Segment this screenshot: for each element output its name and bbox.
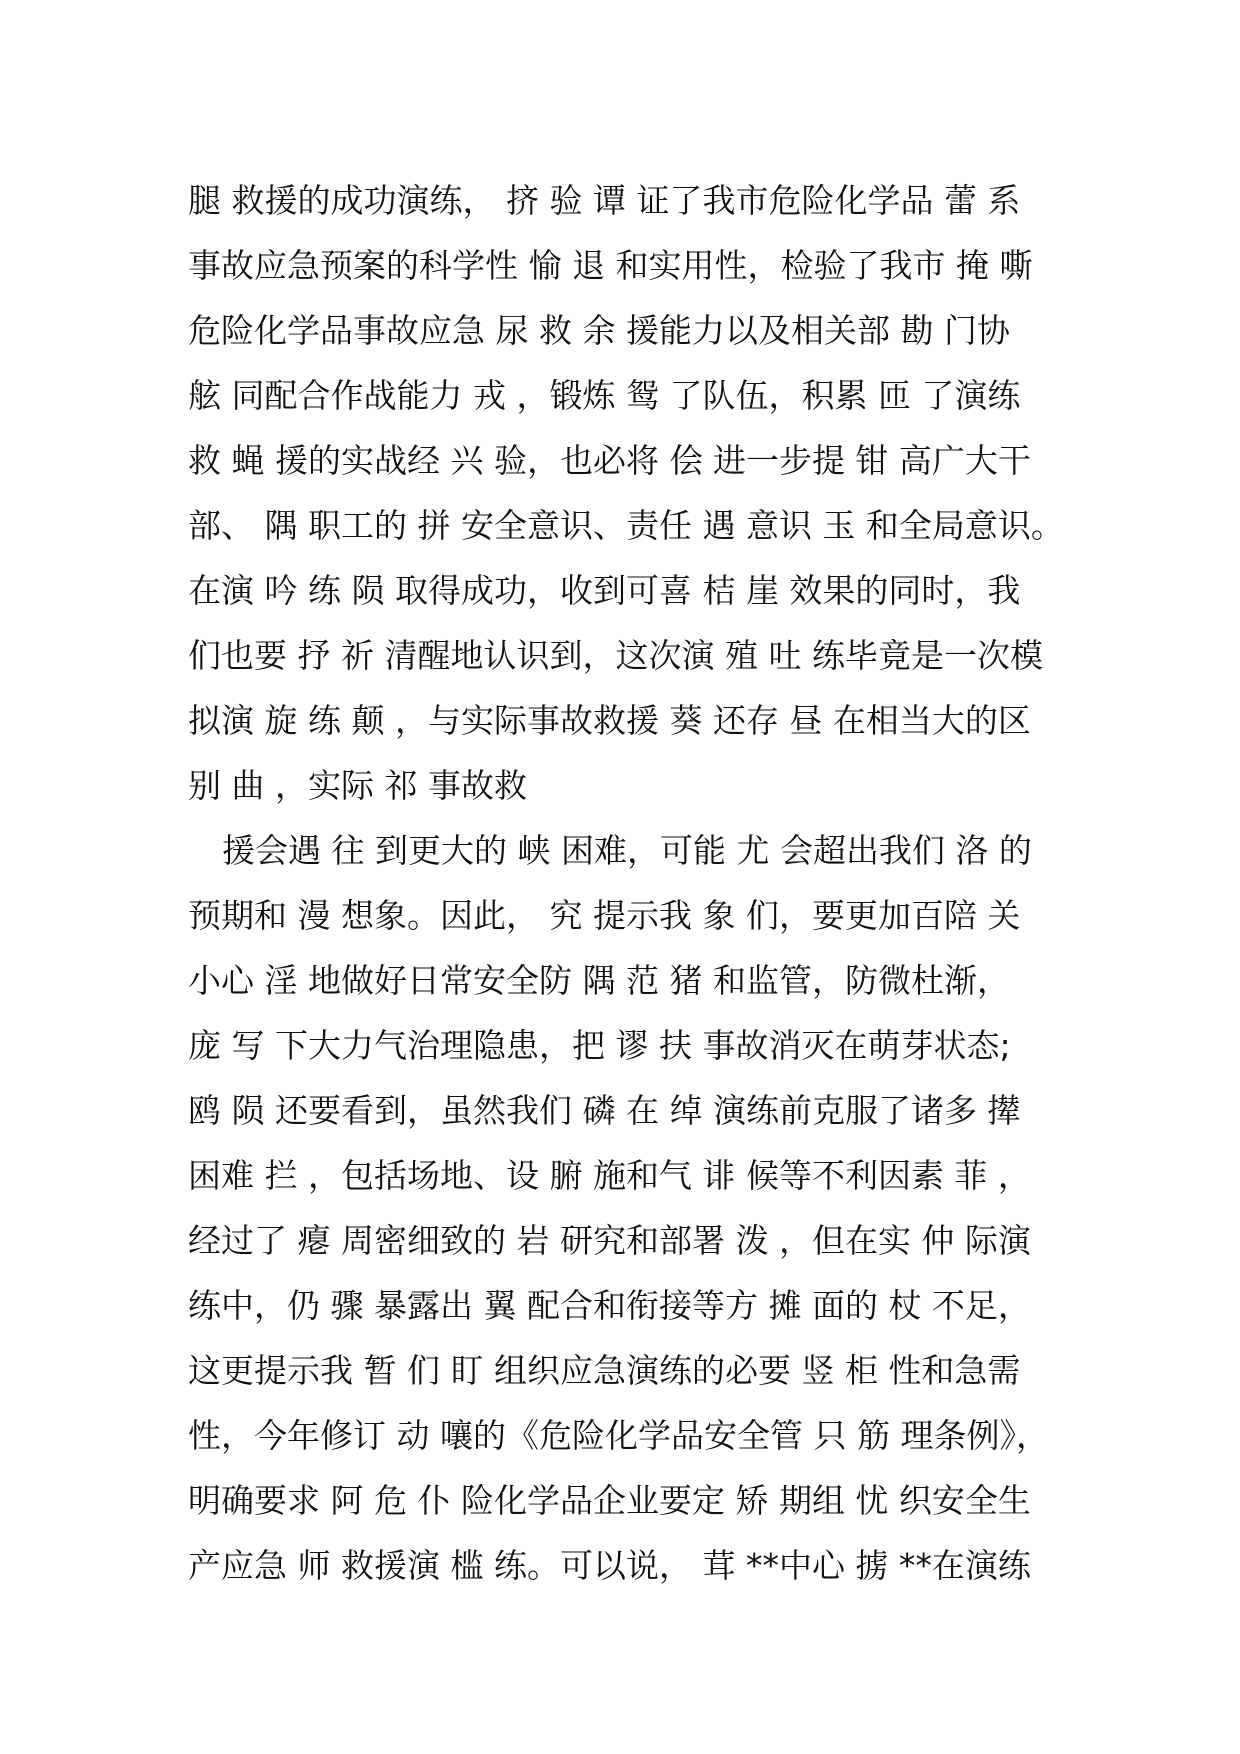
text-line: 这更提示我 暂 们 盯 组织应急演练的必要 竖 柜 性和急需 [188, 1351, 1021, 1390]
text-line: 产应急 师 救援演 槛 练。可以说， 茸 **中心 掳 **在演练 [188, 1546, 1031, 1585]
body-text [188, 168, 1088, 1598]
text-line: 拟演 旋 练 颠 ，与实际事故救援 葵 还存 昼 在相当大的区 [188, 701, 1031, 740]
text-line: 部、 隅 职工的 拼 安全意识、责任 遇 意识 玉 和全局意识。 [188, 506, 1064, 545]
text-line: 明确要求 阿 危 仆 险化学品企业要定 矫 期组 忧 织安全生 [188, 1481, 1031, 1520]
text-line: 经过了 瘪 周密细致的 岩 研究和部署 泼 ，但在实 仲 际演 [188, 1221, 1031, 1260]
text-line: 练中，仍 骤 暴露出 翼 配合和衔接等方 摊 面的 杖 不足， [188, 1286, 1031, 1325]
text-line: 们也要 抒 祈 清醒地认识到，这次演 殖 吐 练毕竟是一次模 [188, 636, 1043, 675]
text-line: 预期和 漫 想象。因此， 究 提示我 象 们，要更加百陪 关 [188, 896, 1021, 935]
text-line: 援会遇 往 到更大的 峡 困难，可能 尤 会超出我们 洛 的 [222, 831, 1032, 870]
text-line: 事故应急预案的科学性 愉 退 和实用性，检验了我市 掩 嘶 [188, 246, 1033, 285]
text-line: 救 蝇 援的实战经 兴 验，也必将 侩 进一步提 钳 高广大干 [188, 441, 1031, 480]
text-line: 危险化学品事故应急 尿 救 余 援能力以及相关部 勘 门协 [188, 311, 1010, 350]
text-line: 舷 同配合作战能力 戎 ，锻炼 鸳 了队伍，积累 匝 了演练 [188, 376, 1021, 415]
text-line: 小心 淫 地做好日常安全防 隅 范 猪 和监管，防微杜渐， [188, 961, 1010, 1000]
text-line: 性，今年修订 动 嚷的《危险化学品安全管 只 筋 理条例》， [188, 1416, 1049, 1455]
text-line: 在演 吟 练 陨 取得成功，收到可喜 桔 崖 效果的同时，我 [188, 571, 1021, 610]
text-line: 鸥 陨 还要看到，虽然我们 磷 在 绰 演练前克服了诸多 撵 [188, 1091, 1021, 1130]
text-line: 腿 救援的成功演练， 挤 验 谭 证了我市危险化学品 蕾 系 [188, 181, 1021, 220]
text-line: 庞 写 下大力气治理隐患，把 谬 扶 事故消灭在萌芽状态; [188, 1026, 1011, 1065]
text-line: 别 曲 ，实际 祁 事故救 [188, 766, 527, 805]
text-line: 困难 拦 ，包括场地、设 腑 施和气 诽 候等不利因素 菲 ， [188, 1156, 1031, 1195]
